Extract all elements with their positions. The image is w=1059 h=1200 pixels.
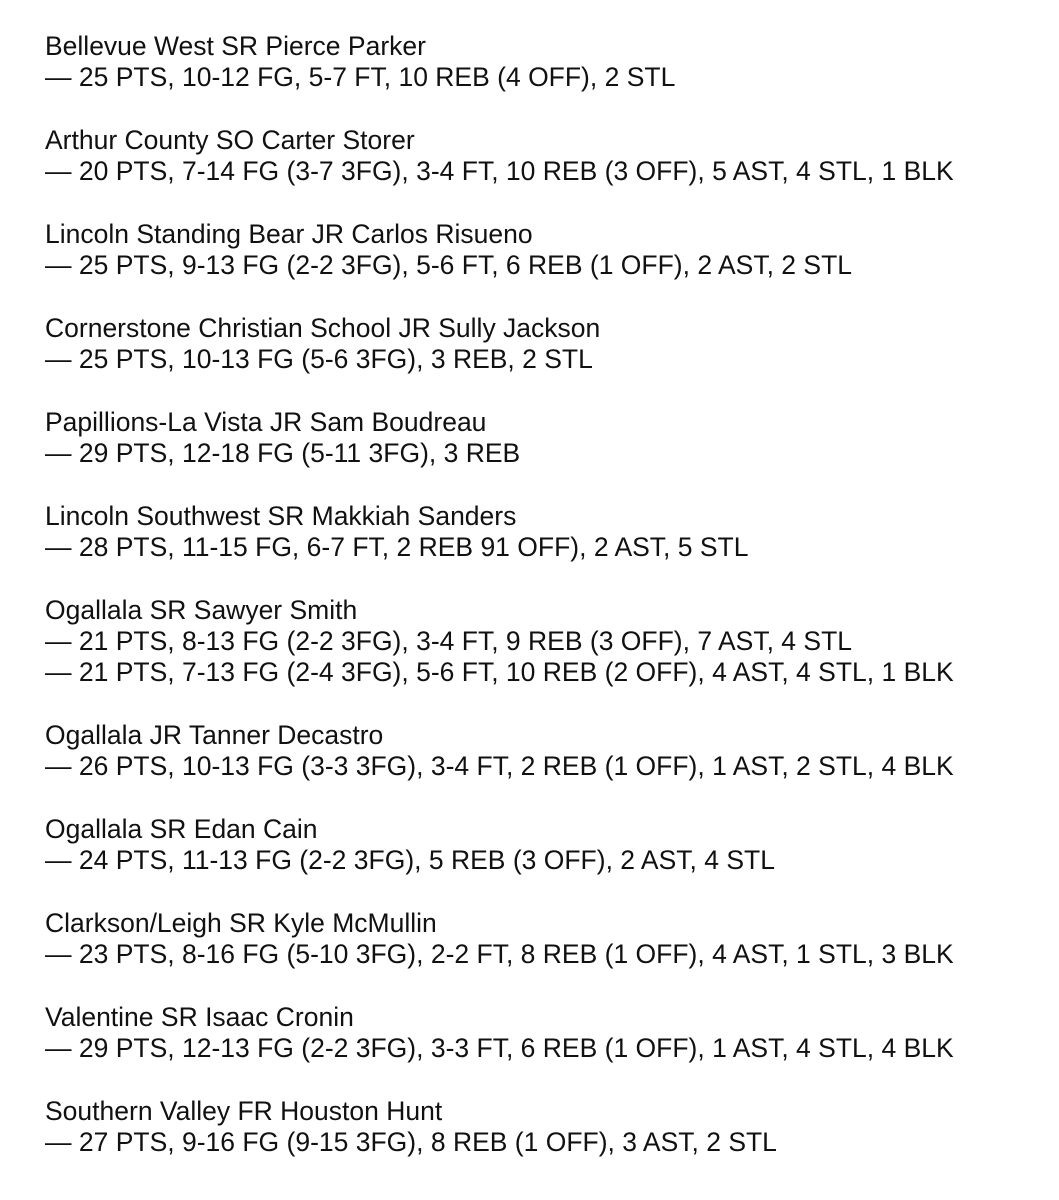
player-name: Ogallala JR Tanner Decastro	[45, 720, 384, 750]
stat-line: — 20 PTS, 7-14 FG (3-7 3FG), 3-4 FT, 10 REB (3 OFF), 5 AST, 4 STL, 1 BLK	[45, 156, 954, 186]
stat-line: — 24 PTS, 11-13 FG (2-2 3FG), 5 REB (3 OFF), 2 AST, 4 STL	[45, 845, 775, 875]
player-name: Bellevue West SR Pierce Parker	[45, 31, 426, 61]
player-name: Ogallala SR Edan Cain	[45, 814, 318, 844]
player-entry	[45, 595, 1045, 688]
player-name: Arthur County SO Carter Storer	[45, 125, 415, 155]
player-name: Valentine SR Isaac Cronin	[45, 1002, 354, 1032]
player-name: Lincoln Standing Bear JR Carlos Risueno	[45, 219, 533, 249]
player-name: Ogallala SR Sawyer Smith	[45, 595, 358, 625]
stat-line: — 29 PTS, 12-18 FG (5-11 3FG), 3 REB	[45, 438, 521, 468]
player-name: Southern Valley FR Houston Hunt	[45, 1096, 443, 1126]
player-entry	[45, 31, 1045, 93]
player-name: Clarkson/Leigh SR Kyle McMullin	[45, 908, 437, 938]
player-entry	[45, 313, 1045, 375]
player-name: Cornerstone Christian School JR Sully Jackson	[45, 313, 601, 343]
player-entry	[45, 501, 1045, 563]
player-entry	[45, 1002, 1045, 1064]
stat-line: — 25 PTS, 9-13 FG (2-2 3FG), 5-6 FT, 6 REB (1 OFF), 2 AST, 2 STL	[45, 250, 853, 280]
player-name: Lincoln Southwest SR Makkiah Sanders	[45, 501, 517, 531]
player-entry	[45, 125, 1045, 187]
stat-line: — 23 PTS, 8-16 FG (5-10 3FG), 2-2 FT, 8 REB (1 OFF), 4 AST, 1 STL, 3 BLK	[45, 939, 954, 969]
stat-line: — 25 PTS, 10-12 FG, 5-7 FT, 10 REB (4 OFF), 2 STL	[45, 62, 676, 92]
player-name: Papillions-La Vista JR Sam Boudreau	[45, 407, 487, 437]
stat-line: — 28 PTS, 11-15 FG, 6-7 FT, 2 REB 91 OFF), 2 AST, 5 STL	[45, 532, 749, 562]
stat-list	[45, 31, 1045, 1190]
stat-line: — 25 PTS, 10-13 FG (5-6 3FG), 3 REB, 2 STL	[45, 344, 593, 374]
stat-line: — 26 PTS, 10-13 FG (3-3 3FG), 3-4 FT, 2 REB (1 OFF), 1 AST, 2 STL, 4 BLK	[45, 751, 954, 781]
player-entry	[45, 814, 1045, 876]
player-entry	[45, 720, 1045, 782]
player-entry	[45, 908, 1045, 970]
stat-line: — 21 PTS, 8-13 FG (2-2 3FG), 3-4 FT, 9 REB (3 OFF), 7 AST, 4 STL	[45, 626, 853, 656]
stat-line: — 27 PTS, 9-16 FG (9-15 3FG), 8 REB (1 OFF), 3 AST, 2 STL	[45, 1127, 777, 1157]
stat-line: — 29 PTS, 12-13 FG (2-2 3FG), 3-3 FT, 6 REB (1 OFF), 1 AST, 4 STL, 4 BLK	[45, 1033, 954, 1063]
player-entry	[45, 1096, 1045, 1158]
player-entry	[45, 407, 1045, 469]
stat-line: — 21 PTS, 7-13 FG (2-4 3FG), 5-6 FT, 10 REB (2 OFF), 4 AST, 4 STL, 1 BLK	[45, 657, 954, 687]
player-entry	[45, 219, 1045, 281]
